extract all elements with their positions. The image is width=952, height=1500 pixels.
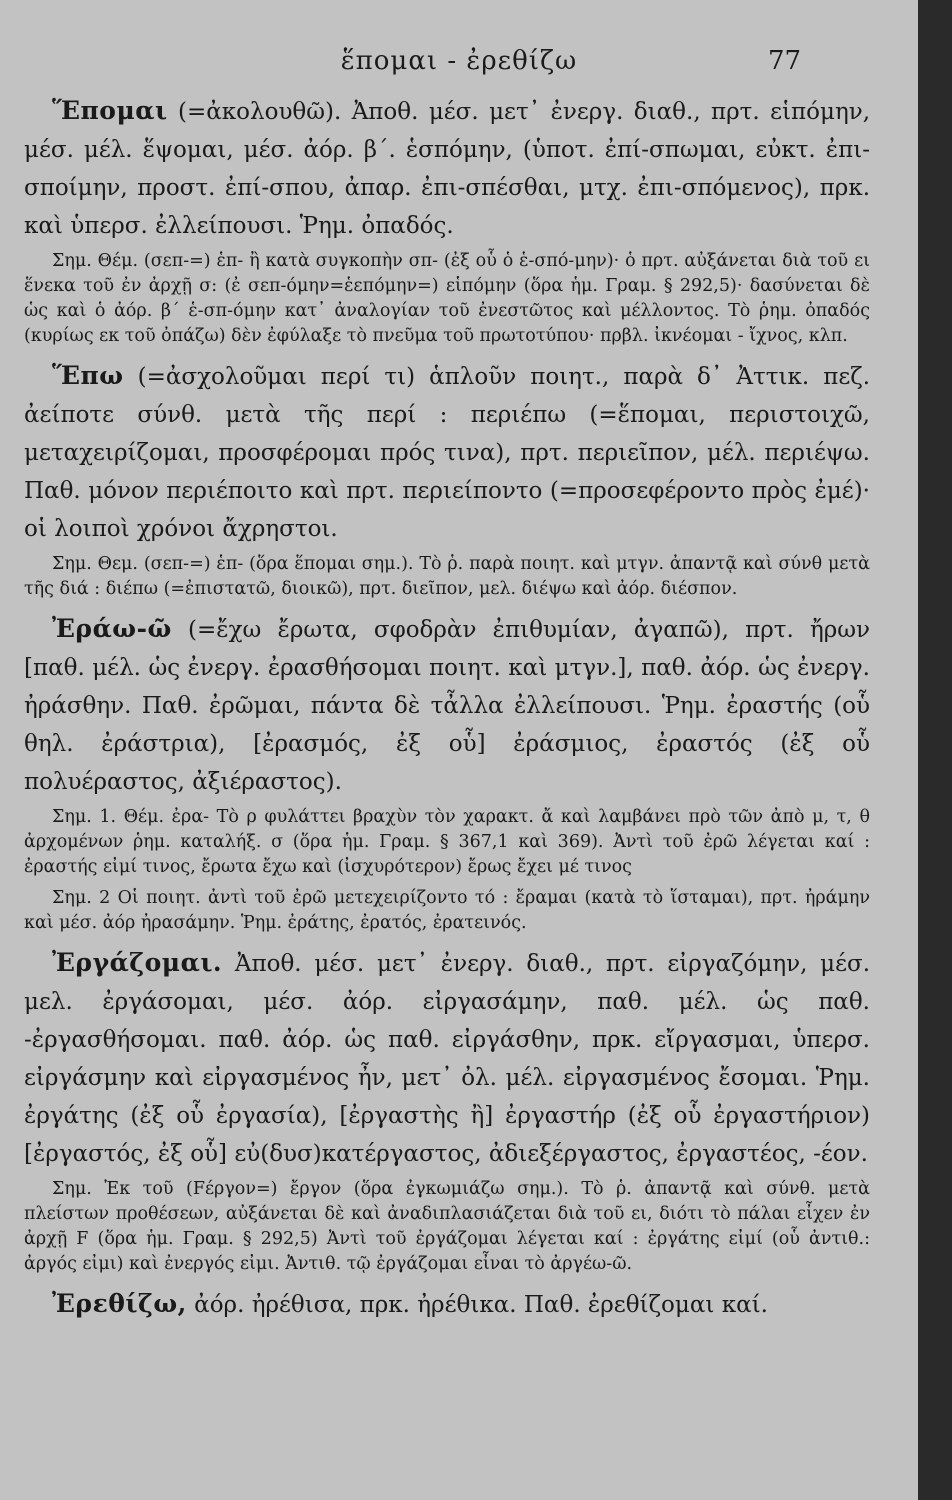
entry-main: [24, 92, 870, 245]
entry-note: Σημ. 1. Θέμ. ἐρα- Τὸ ρ φυλάττει βραχὺν τὸν χαρακτ. ἄ καὶ λαμβάνει πρὸ τῶν ἀπὸ μ, τ, θ ἀρχομένων ῥημ. καταλήξ. σ (ὅρα ἡμ. Γραμ. § 367,1 καὶ 369). Ἀντὶ τοῦ ἐρῶ λέγεται καί : ἐραστής εἰμί τινος, ἔρωτα ἔχω καὶ (ἰσχυρότερον) ἔρως ἔχει μέ τινος: [24, 807, 870, 877]
entry-note: Σημ. Θεμ. (σεπ-=) ἑπ- (ὅρα ἕπομαι σημ.). Τὸ ῥ. παρὰ ποιητ. καὶ μτγν. ἀπαντᾷ καὶ σύνθ μετὰ τῆς διά : διέπω (=ἐπιστατῶ, διοικῶ), πρτ. διεῖπον, μελ. διέψω καὶ ἀόρ. διέσπον.: [24, 554, 870, 599]
entry-main: [24, 944, 870, 1173]
entry-epomai: [24, 92, 870, 349]
entry-body: (=ἀσχολοῦμαι περί τι) ἁπλοῦν ποιητ., παρὰ δ᾽ Ἀττικ. πεζ. ἀείποτε σύνθ. μετὰ τῆς περί : περιέπω (=ἕπομαι, περιστοιχῶ, μεταχειρίζομαι, προσφέρομαι πρός τινα), πρτ. περιεῖπον, μέλ. περιέψω. Παθ. μόνον περιέποιτο καὶ πρτ. περιείποντο (=προσεφέροντο πρὸς ἐμέ)· οἱ λοιποὶ χρόνοι ἄχρηστοι.: [24, 364, 871, 542]
headword: Ἐρεθίζω,: [52, 1289, 187, 1318]
entry-note: Σημ. Θέμ. (σεπ-=) ἑπ- ἢ κατὰ συγκοπὴν σπ- (ἐξ οὗ ὁ ἑ-σπό-μην)· ὁ πρτ. αὐξάνεται διὰ τοῦ ει ἕνεκα τοῦ ἐν ἀρχῇ σ: (ἐ σεπ-όμην=ἑεπόμην=) εἱπόμην (ὅρα ἡμ. Γραμ. § 292,5)· δασύνεται δὲ ὡς καὶ ὁ ἀόρ. β΄ ἑ-σπ-όμην κατ᾽ ἀναλογίαν τοῦ ἐνεστῶτος καὶ μέλλοντος. Τὸ ῥημ. ὀπαδός (κυρίως εκ τοῦ ὀπάζω) δὲν ἐφύλαξε τὸ πνεῦμα τοῦ πρωτοτύπου· πρβλ. ἰκνέομαι - ἴχνος, κλπ.: [24, 251, 870, 346]
running-header: [0, 42, 918, 82]
headword: Ἐράω-ῶ: [52, 614, 172, 643]
entry-epo: [24, 357, 870, 602]
headword: Ἕπομαι: [52, 96, 168, 125]
entry-body: (=ἔχω ἔρωτα, σφοδρὰν ἐπιθυμίαν, ἀγαπῶ), πρτ. ἤρων [παθ. μέλ. ὡς ἐνεργ. ἐρασθήσομαι ποιητ. καὶ μτγν.], παθ. ἀόρ. ὡς ἐνεργ. ἠράσθην. Παθ. ἐρῶμαι, πάντα δὲ τἆλλα ἐλλείπουσι. Ῥημ. ἐραστής (οὗ θηλ. ἐράστρια), [ἐρασμός, ἐξ οὗ] ἐράσμιος, ἐραστός (ἐξ οὗ πολυέραστος, ἀξιέραστος).: [24, 617, 871, 795]
entry-body: Ἀποθ. μέσ. μετ᾽ ἐνεργ. διαθ., πρτ. εἰργαζόμην, μέσ. μελ. ἐργάσομαι, μέσ. ἀόρ. εἰργασάμην, παθ. μέλ. ὡς παθ. -ἐργασθήσομαι. παθ. ἀόρ. ὡς παθ. εἰργάσθην, πρκ. εἴργασμαι, ὑπερσ. εἰργάσμην καὶ εἰργασμένος ἦν, μετ᾽ ὀλ. μέλ. εἰργασμένος ἔσομαι. Ῥημ. ἐργάτης (ἐξ οὗ ἐργασία), [ἐργαστὴς ἢ] ἐργαστήρ (ἐξ οὗ ἐργαστήριον) [ἐργαστός, ἐξ οὗ] εὐ(δυσ)κατέργαστος, ἀδιεξέργαστος, ἐργαστέος, -έον.: [24, 951, 871, 1167]
entry-ergazomai: [24, 944, 870, 1277]
entry-main: [24, 610, 870, 801]
entry-main: [24, 1285, 870, 1324]
headword: Ἕπω: [52, 361, 124, 390]
entry-erao: [24, 610, 870, 936]
dictionary-content: [24, 92, 870, 1332]
running-title: ἕπομαι - ἐρεθίζω: [340, 46, 578, 76]
entry-note: Σημ. Ἐκ τοῦ (Fέργον=) ἔργον (ὅρα ἐγκωμιάζω σημ.). Τὸ ῥ. ἀπαντᾷ καὶ σύνθ. μετὰ πλείστων προθέσεων, αὐξάνεται δὲ καὶ ἀναδιπλασιάζεται διὰ τοῦ ει, διότι τὸ πάλαι εἶχεν ἐν ἀρχῇ F (ὅρα ἡμ. Γραμ. § 292,5) Ἀντὶ τοῦ ἐργάζομαι λέγεται καί : ἐργάτης εἰμί (οὗ ἀντιθ.: ἀργός εἰμι) καὶ ἐνεργός εἰμι. Ἀντιθ. τῷ ἐργάζομαι εἶναι τὸ ἀργέω-ῶ.: [24, 1179, 870, 1274]
entry-note-2: Σημ. 2 Οἱ ποιητ. ἀντὶ τοῦ ἐρῶ μετεχειρίζοντο τό : ἔραμαι (κατὰ τὸ ἵσταμαι), πρτ. ἠράμην καὶ μέσ. ἀόρ ἠρασάμην. Ῥημ. ἐράτης, ἐρατός, ἐρατεινός.: [24, 888, 870, 933]
headword: Ἐργάζομαι.: [52, 948, 223, 977]
entry-body: ἀόρ. ἠρέθισα, πρκ. ἠρέθικα. Παθ. ἐρεθίζομαι καί.: [194, 1292, 768, 1318]
entry-erethizo: [24, 1285, 870, 1324]
entry-body: (=ἀκολουθῶ). Ἀποθ. μέσ. μετ᾽ ἐνεργ. διαθ., πρτ. εἱπόμην, μέσ. μέλ. ἕψομαι, μέσ. ἀόρ. β΄. ἑσπόμην, (ὑποτ. ἐπί-σπωμαι, εὐκτ. ἐπι-σποίμην, προστ. ἐπί-σπου, ἀπαρ. ἐπι-σπέσθαι, μτχ. ἐπι-σπόμενος), πρκ. καὶ ὑπερσ. ἐλλείπουσι. Ῥημ. ὀπαδός.: [24, 99, 871, 239]
entry-main: [24, 357, 870, 548]
book-spine-edge: [918, 0, 952, 1500]
page-number: 77: [768, 46, 802, 76]
